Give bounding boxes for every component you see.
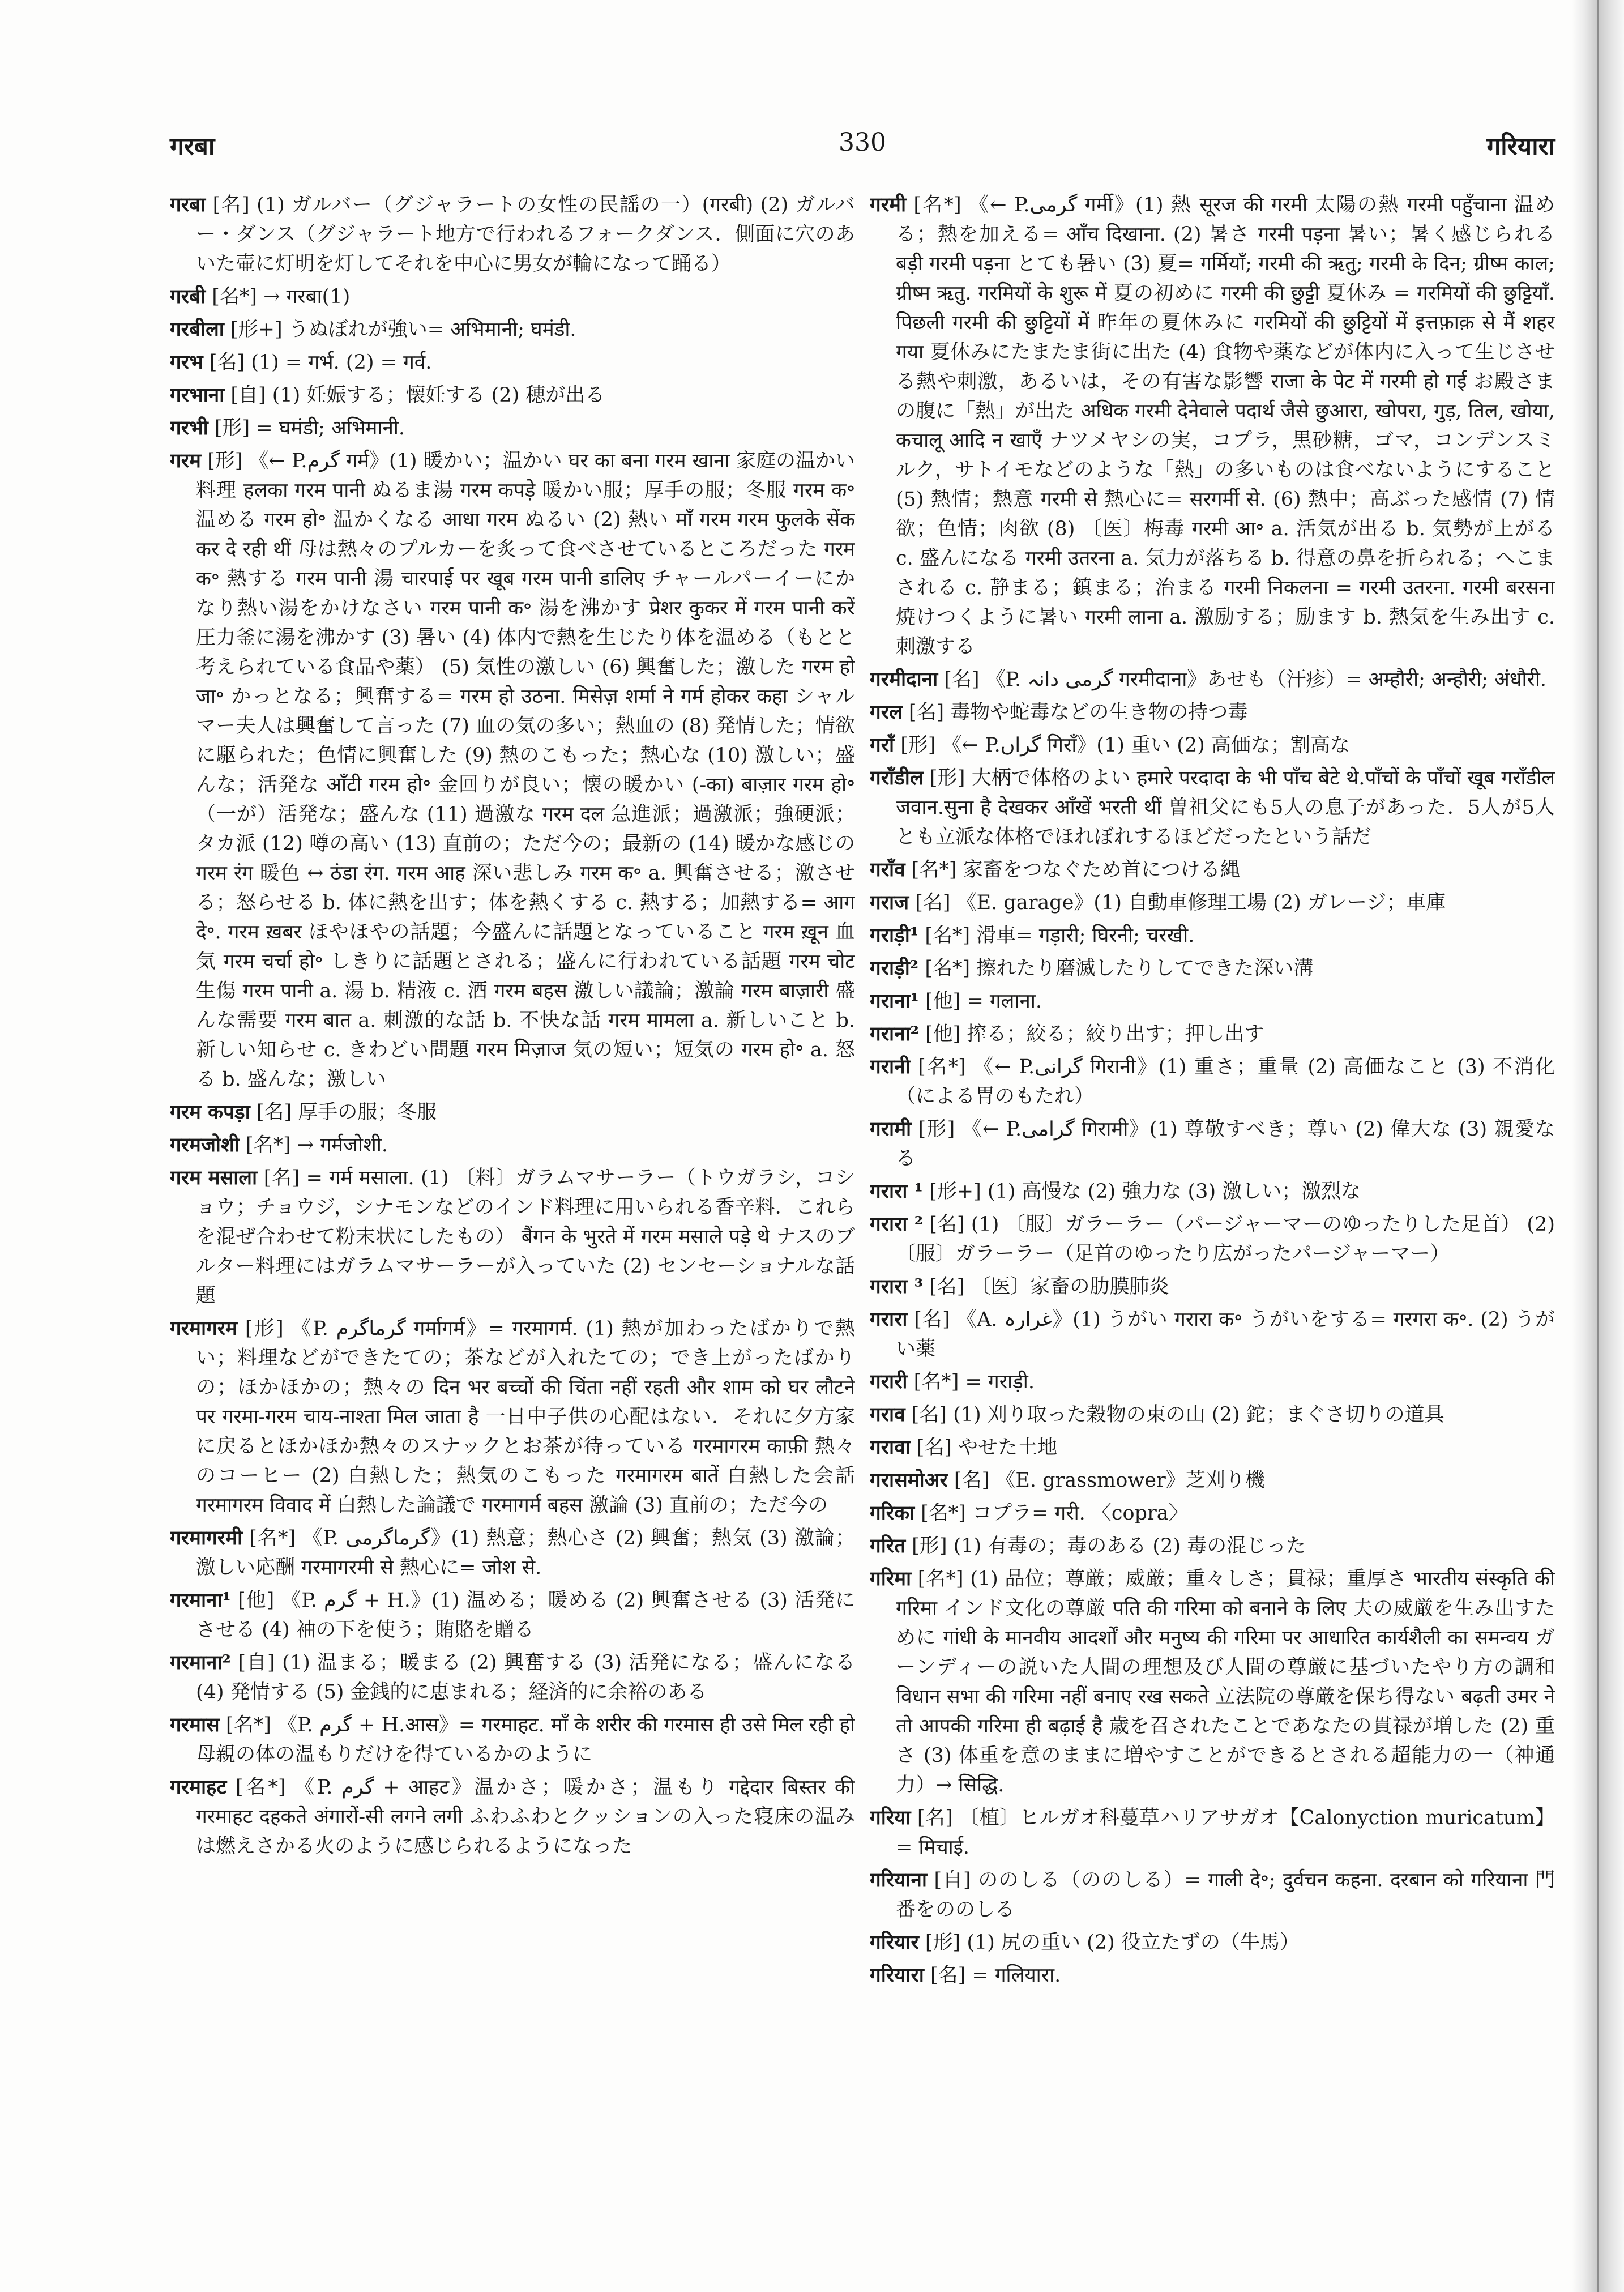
entry-headword: गराड़ी¹ xyxy=(870,924,919,947)
entry-headword: गरबी xyxy=(170,285,206,308)
entry-definition: [自] ののしる（ののしる）= गाली दे॰; दुर्वचन कहना. दरबान को गरियाना 門番をののしる xyxy=(896,1869,1555,1921)
entry-headword: गरमीदाना xyxy=(870,668,938,691)
entry-headword: गरारा ¹ xyxy=(870,1180,923,1203)
entry-headword: गरानी xyxy=(870,1055,911,1078)
entry-definition: [名] (1) 刈り取った穀物の束の山 (2) 鉈；まぐさ切りの道具 xyxy=(905,1403,1444,1426)
entry-headword: गरिका xyxy=(870,1501,915,1525)
entry-headword: गरारा ³ xyxy=(870,1275,923,1298)
entry-headword: गराव xyxy=(870,1403,905,1426)
entry-headword: गरिया xyxy=(870,1806,911,1829)
entry-definition: [他] 搾る；絞る；絞り出す；押し出す xyxy=(918,1023,1264,1045)
dictionary-entry xyxy=(170,1130,855,1160)
entry-definition: [名] 〔医〕家畜の肋膜肺炎 xyxy=(922,1275,1169,1298)
entry-definition: [名*] 《P. گرم + H.आस》= गरमाहट. माँ के शरीर की गरमास ही उसे मिल रही हो 母親の体の温もりだけを得ているかのように xyxy=(196,1714,855,1766)
entry-definition: [他] 《P. گرم + H.》(1) 温める；暖める (2) 興奮させる (3) 活発にさせる (4) 袖の下を使う；賄賂を贈る xyxy=(196,1589,855,1641)
entry-definition: [名*] (1) 品位；尊厳；威厳；重々しさ；貫禄；重厚さ भारतीय संस्कृति की गरिमा インド文化の尊厳 पति की गरिमा को बनाने के लिए 夫の威厳を生み出すために गांधी के मानवीय आदर्शों और मनुष्य की गरिमा पर आधारित कार्यशैली का समन्वय ガーンディーの説いた人間の理想及び人間の尊厳に基づいたやり方の調和 विधान सभा की गरिमा नहीं बनाए रख सकते 立法院の尊厳を保ち得ない बढ़ती उमर ने तो आपकी गरिमा ही बढ़ाई है 歳を召されたことであなたの貫禄が増した (2) 重さ (3) 体重を意のままに増やすことができるとされる超能力の一（神通力）→ सिद्धि. xyxy=(896,1568,1555,1796)
entry-definition: [名*] = गराड़ी. xyxy=(907,1371,1035,1393)
dictionary-entry xyxy=(870,1531,1555,1561)
dictionary-entry xyxy=(870,665,1555,694)
dictionary-entry xyxy=(870,954,1555,983)
entry-definition: [名*] 滑車= गड़ारी; घिरनी; चरखी. xyxy=(918,924,1195,947)
entry-headword: गरल xyxy=(870,701,903,724)
dictionary-entry xyxy=(870,1210,1555,1269)
entry-definition: [形] 《← P.گراں गिराँ》(1) 重い (2) 高価な；割高な xyxy=(894,734,1350,757)
entry-definition: [名*] 《P. گرم + आहट》温かさ；暖かさ；温もり गद्देदार बिस्तर की गरमाहट दहकते अंगारों-सी लगने लगी ふわふわとクッションの入った寝床の温みは燃えさかる火のように感じられるようになった xyxy=(196,1776,855,1858)
dictionary-entry xyxy=(870,1866,1555,1924)
entry-headword: गरमागरमी xyxy=(170,1526,243,1550)
entry-headword: गरम कपड़ा xyxy=(170,1100,250,1124)
entry-headword: गरमागरम xyxy=(170,1317,237,1340)
entry-definition: [名*] 《← P.گرانی गिरानी》(1) 重さ；重量 (2) 高価なこと (3) 不消化（による胃のもたれ） xyxy=(896,1056,1555,1108)
entry-headword: गरम xyxy=(170,449,201,472)
dictionary-entry xyxy=(170,348,855,377)
entry-headword: गरियार xyxy=(870,1931,919,1954)
entry-definition: [名] (1) ガルバー（グジャラートの女性の民謡の一）(गरबी) (2) ガルバー・ダンス（グジャラート地方で行われるフォークダンス．側面に穴のあいた壷に灯明を灯してそれを中心に男女が輪になって踊る） xyxy=(196,194,855,275)
entry-definition: [名] 〔植〕ヒルガオ科蔓草ハリアサガオ【Calonyction muricatum】= मिचाई. xyxy=(896,1807,1555,1859)
entry-headword: गराज xyxy=(870,891,909,914)
entry-headword: गरियाना xyxy=(870,1868,927,1892)
entry-headword: गराना² xyxy=(870,1022,919,1045)
entry-definition: [名] やせた土地 xyxy=(910,1436,1058,1459)
entry-definition: [形] (1) 尻の重い (2) 役立たずの（牛馬） xyxy=(918,1931,1300,1954)
entry-definition: [名*] 《P. گرماگرمی》(1) 熱意；熱心さ (2) 興奮；熱気 (3) 激論；激しい応酬 गरमागरमी से 熱心に= जोश से. xyxy=(196,1527,855,1579)
entry-definition: [名*] コプラ= गरी. 〈copra〉 xyxy=(914,1502,1189,1525)
dictionary-entry xyxy=(870,1367,1555,1397)
dictionary-entry xyxy=(870,1272,1555,1301)
dictionary-entry xyxy=(870,1564,1555,1800)
entry-headword: गरबीला xyxy=(170,318,224,341)
entry-definition: [名*] 家畜をつなぐため首につける縄 xyxy=(905,859,1240,881)
entry-definition: [形] (1) 有毒の；毒のある (2) 毒の混じった xyxy=(905,1535,1306,1557)
left-column xyxy=(170,190,855,2229)
entry-headword: गरित xyxy=(870,1534,906,1557)
entry-headword: गरम मसाला xyxy=(170,1166,258,1189)
entry-definition: [名] 厚手の服；冬服 xyxy=(250,1101,437,1124)
dictionary-entry xyxy=(870,763,1555,852)
entry-definition: [形] = घमंडी; अभिमानी. xyxy=(208,417,405,439)
entry-headword: गराड़ी² xyxy=(870,957,919,980)
entry-headword: गरियारा xyxy=(870,1964,924,1987)
dictionary-entry xyxy=(870,855,1555,885)
dictionary-entry xyxy=(870,1928,1555,1957)
entry-definition: [他] = गलाना. xyxy=(918,990,1042,1013)
dictionary-entry xyxy=(870,987,1555,1016)
entry-headword: गरावा xyxy=(870,1436,911,1459)
entry-definition: [形] 《← P.گرم गर्म》(1) 暖かい；温かい घर का बना गरम खाना 家庭の温かい料理 हलका गरम पानी ぬるま湯 गरम कपड़े 暖かい服；厚手の服；冬服 गरम क॰ 温める गरम हो॰ 温かくなる आधा गरम ぬるい (2) 熱い माँ गरम गरम फुलके सेंक कर दे रही थीं 母は熱々のプルカーを炙って食べさせているところだった गरम क॰ 熱する गरम पानी 湯 चारपाई पर खूब गरम पानी डालिए チャールパーイーにかなり熱い湯をかけなさい गरम पानी क॰ 湯を沸かす प्रेशर कुकर में गरम पानी करें 圧力釜に湯を沸かす (3) 暑い (4) 体内で熱を生じたり体を温める（もとと考えられている食品や薬） (5) 気性の激しい (6) 興奮した；激した गरम हो जा॰ かっとなる；興奮する= गरम हो उठना. मिसेज़ शर्मा ने गर्म होकर कहा シャルマー夫人は興奮して言った (7) 血の気の多い；熱血の (8) 発情した；情欲に駆られた；色情に興奮した (9) 熱のこもった；熱心な (10) 激しい；盛んな；活発な आँटी गरम हो॰ 金回りが良い；懐の暖かい (-का) बाज़ार गरम हो॰ （一が）活発な；盛んな (11) 過激な गरम दल 急進派；過激派；強硬派；タカ派 (12) 噂の高い (13) 直前の；ただ今の；最新の (14) 暖かな感じの गरम रंग 暖色 ↔ ठंडा रंग. गरम आह 深い悲しみ गरम क॰ a. 興奮させる；激させる；怒らせる b. 体に熱を出す；体を熱くする c. 熱する；加熱する= आग दे॰. गरम ख़बर ほやほやの話題；今盛んに話題となっていること गरम ख़ून 血気 गरम चर्चा हो॰ しきりに話題とされる；盛んに行われている話題 गरम चोट 生傷 गरम पानी a. 湯 b. 精液 c. 酒 गरम बहस 激しい議論；激論 गरम बाज़ारी 盛んな需要 गरम बात a. 刺激的な話 b. 不快な話 गरम मामला a. 新しいこと b. 新しい知らせ c. きわどい問題 गरम मिज़ाज 気の短い；短気の गरम हो॰ a. 怒る b. 盛んな；激しい xyxy=(196,450,855,1091)
entry-definition: [名*] 《← P.گرمی गर्मी》(1) 熱 सूरज की गरमी 太陽の熱 गरमी पहुँचाना 温める；熱を加える= आँच दिखाना. (2) 暑さ गरमी पड़ना 暑い；暑く感じられる बड़ी गरमी पड़ना とても暑い (3) 夏= गर्मियाँ; गरमी की ऋतु; गरमी के दिन; ग्रीष्म काल; ग्रीष्म ऋतु. गरमियों के शुरू में 夏の初めに गरमी की छुट्टी 夏休み = गरमियों की छुट्टियाँ. पिछली गरमी की छुट्टियों में 昨年の夏休みに गरमियों की छुट्टियों में इत्तफ़ाक़ से मैं शहर गया 夏休みにたまたま街に出た (4) 食物や薬などが体内に入って生じさせる熱や刺激，あるいは，その有害な影響 राजा के पेट में गरमी हो गई お殿さまの腹に「熱」が出た अधिक गरमी देनेवाले पदार्थ जैसे छुआरा, खोपरा, गुड़, तिल, खोया, कचालू आदि न खाएँ ナツメヤシの実，コプラ，黒砂糖，ゴマ，コンデンスミルク，サトイモなどのような「熱」の多いものは食べないようにすること (5) 熱情；熱意 गरमी से 熱心に= सरगर्मी से. (6) 熱中；高ぶった感情 (7) 情欲；色情；肉欲 (8) 〔医〕梅毒 गरमी आ॰ a. 活気が出る b. 気勢が上がる c. 盛んになる गरमी उतरना a. 気力が落ちる b. 得意の鼻を折られる；へこまされる c. 静まる；鎮まる；治まる गरमी निकलना = गरमी उतरना. गरमी बरसना 焼けつくように暑い गरमी लाना a. 激励する；励ます b. 熱気を生み出す c. 刺激する xyxy=(896,194,1555,658)
dictionary-entry xyxy=(870,1400,1555,1429)
entry-headword: गरभाना xyxy=(170,383,225,407)
dictionary-entry xyxy=(170,1648,855,1707)
entry-definition: [形] 《P. گرماگرم गर्मागर्म》= गरमागर्म. (1) 熱が加わったばかりで熱い；料理などができたての；茶などが入れたての；でき上がったばかりの；ほかほかの；熱々の दिन भर बच्चों की चिंता नहीं रहती और शाम को घर लौटने पर गरमा-गरम चाय-नाश्ता मिल जाता है 一日中子供の心配はない．それに夕方家に戻るとほかほか熱々のスナックとお茶が待っている गरमागरम काफ़ी 熱々のコーヒー (2) 白熱した；熱気のこもった गरमागरम बातें 白熱した会話 गरमागरम विवाद में 白熱した論議で गरमागर्म बहस 激論 (3) 直前の；ただ今の xyxy=(196,1317,855,1517)
dictionary-entry xyxy=(170,413,855,443)
dictionary-entry xyxy=(170,1523,855,1582)
dictionary-entry xyxy=(170,1098,855,1127)
entry-definition: [名] 《E. garage》(1) 自動車修理工場 (2) ガレージ；車庫 xyxy=(909,891,1446,914)
entry-definition: [名*] → गरबा(1) xyxy=(206,285,351,308)
entry-definition: [名] 毒物や蛇毒などの生き物の持つ毒 xyxy=(902,701,1248,724)
entry-definition: [形] 大柄で体格のよい हमारे परदादा के भी पाँच बेटे थे.पाँचों के पाँचों खूब गराँडील जवान.सुना है देखकर आँखें भरती थीं 曽祖父にも5人の息子があった．5人が5人とも立派な体格でほれぼれするほどだったという話だ xyxy=(896,767,1555,848)
dictionary-entry xyxy=(870,1115,1555,1173)
dictionary-entry xyxy=(870,1052,1555,1111)
entry-definition: [形+] うぬぼれが強い= अभिमानी; घमंडी. xyxy=(224,318,576,341)
dictionary-entry xyxy=(870,1499,1555,1528)
page-header xyxy=(170,128,1555,168)
entry-headword: गरबा xyxy=(170,193,206,216)
entry-definition: [名] (1) = गर्भ. (2) = गर्व. xyxy=(203,351,432,374)
dictionary-entry xyxy=(870,1177,1555,1206)
dictionary-entry xyxy=(870,1305,1555,1364)
left-guide-word: गरबा xyxy=(170,132,215,161)
entry-headword: गरमाना² xyxy=(170,1651,231,1674)
binding-line xyxy=(1597,0,1599,2292)
dictionary-entry xyxy=(870,1466,1555,1495)
entry-headword: गरमास xyxy=(170,1713,220,1736)
entry-headword: गराना¹ xyxy=(870,989,919,1013)
entry-headword: गराँ xyxy=(870,733,895,757)
dictionary-entry xyxy=(170,1314,855,1520)
entry-headword: गरमाहट xyxy=(170,1775,227,1799)
entry-headword: गराँव xyxy=(870,858,905,881)
entry-headword: गरमाना¹ xyxy=(170,1589,231,1612)
entry-headword: गरारा ² xyxy=(870,1213,924,1236)
dictionary-entry xyxy=(170,1586,855,1645)
entry-definition: [名*] → गर्मजोशी. xyxy=(239,1134,388,1156)
right-column xyxy=(870,190,1555,2229)
entry-headword: गरमजोशी xyxy=(170,1133,240,1156)
dictionary-entry xyxy=(870,731,1555,760)
entry-definition: [形+] (1) 高慢な (2) 強力な (3) 激しい；激烈な xyxy=(922,1180,1361,1203)
dictionary-entry xyxy=(870,698,1555,727)
dictionary-entry xyxy=(170,1710,855,1769)
dictionary-entry xyxy=(870,1803,1555,1862)
dictionary-entry xyxy=(170,282,855,311)
dictionary-entry xyxy=(170,1773,855,1861)
entry-definition: [名] 《A. غرارہ》(1) うがい गरारा क॰ うがいをする= गरगरा क॰. (2) うがい薬 xyxy=(896,1308,1555,1360)
dictionary-entry xyxy=(170,381,855,410)
entry-headword: गरासमोअर xyxy=(870,1469,948,1492)
dictionary-entry xyxy=(170,190,855,279)
dictionary-entry xyxy=(170,1163,855,1311)
entry-headword: गरामी xyxy=(870,1117,912,1141)
entry-headword: गरमी xyxy=(870,193,907,216)
entry-headword: गरारी xyxy=(870,1370,908,1393)
entry-headword: गरारा xyxy=(870,1308,908,1331)
right-guide-word: गरियारा xyxy=(1486,132,1555,161)
page-number: 330 xyxy=(839,128,886,157)
entry-definition: [自] (1) 温まる；暖まる (2) 興奮する (3) 活発になる；盛んになる (4) 発情する (5) 金銭的に恵まれる；経済的に余裕のある xyxy=(196,1651,855,1704)
entry-definition: [名*] 擦れたり磨滅したりしてできた深い溝 xyxy=(918,957,1314,980)
entry-definition: [自] (1) 妊娠する；懐妊する (2) 穂が出る xyxy=(224,384,605,407)
dictionary-entry xyxy=(870,1019,1555,1049)
entry-headword: गरभी xyxy=(170,416,208,439)
dictionary-entry xyxy=(170,446,855,1094)
dictionary-entry xyxy=(870,921,1555,950)
entry-definition: [名] 《P. گرمی دانہ गरमीदाना》あせも（汗疹）= अम्हौरी; अन्हौरी; अंधौरी. xyxy=(938,668,1547,691)
entry-definition: [名] (1) 〔服〕ガラーラー（パージャーマーのゆったりした足首） (2) 〔服〕ガラーラー（足首のゆったり広がったパージャーマー） xyxy=(896,1213,1555,1265)
entry-headword: गरिमा xyxy=(870,1567,912,1590)
entry-headword: गरभ xyxy=(170,351,203,374)
dictionary-entry xyxy=(870,190,1555,661)
dictionary-entry xyxy=(170,315,855,344)
dictionary-entry xyxy=(870,1433,1555,1462)
entry-definition: [名] 《E. grassmower》芝刈り機 xyxy=(947,1469,1265,1492)
dictionary-entry xyxy=(870,1961,1555,1990)
entry-definition: [形] 《← P.گرامی गिरामी》(1) 尊敬すべき；尊い (2) 偉大な (3) 親愛なる xyxy=(896,1118,1555,1170)
dictionary-entry xyxy=(870,888,1555,917)
entry-definition: [名] = गर्म मसाला. (1) 〔料〕ガラムマサーラー（トウガラシ，コショウ；チョウジ，シナモンなどのインド料理に用いられる香辛料．これらを混ぜ合わせて粉末状にしたもの） बैंगन के भुरते में गरम मसाले पड़े थे ナスのブルター料理にはガラムマサーラーが入っていた (2) センセーショナルな話題 xyxy=(196,1167,855,1307)
entry-headword: गराँडील xyxy=(870,766,924,789)
entry-definition: [名] = गलियारा. xyxy=(924,1964,1061,1987)
